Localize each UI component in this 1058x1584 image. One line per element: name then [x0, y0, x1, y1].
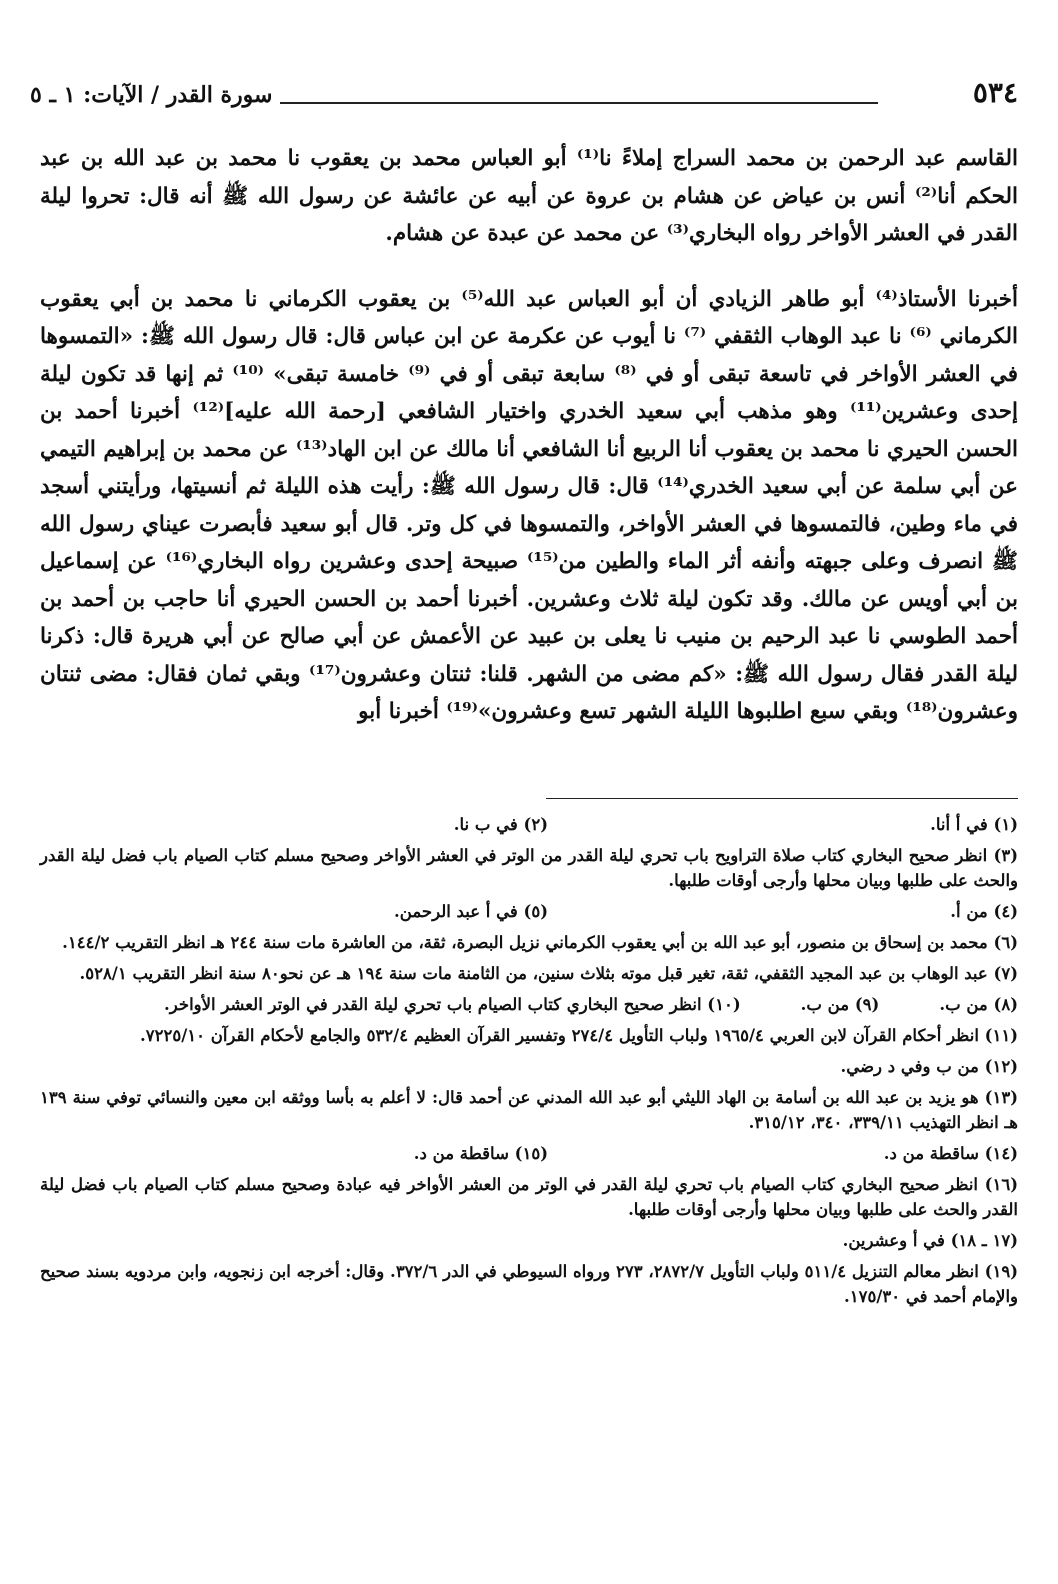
footnote: (٨) من ب. [939, 995, 1018, 1014]
footnote: (٩) من ب. [800, 995, 880, 1014]
footnote: (١٢) من ب وفي د رضي. [840, 1057, 1018, 1076]
footnote: (٢) في ب نا. [453, 815, 548, 834]
footnote-row [40, 812, 1018, 837]
footnote: (٧) عبد الوهاب بن عبد المجيد الثقفي، ثقة، تغير قبل موته بثلاث سنين، من الثامنة مات سنة ١٩٤ هـ عن نحو٨٠ سنة انظر التقريب ٥٢٨/١. [79, 964, 1018, 983]
running-title: سورة القدر / الآيات: ١ ـ ٥ [30, 82, 273, 108]
footnote-row [40, 992, 1018, 1017]
footnote: (١٣) هو يزيد بن عبد الله بن أسامة بن الهاد الليثي أبو عبد الله المدني عن أحمد قال: لا أعلم به بأسا ووثقه ابن معين والنسائي توفي سنة ١٣٩ هـ انظر التهذيب ٣٣٩/١١، ٣٤٠، ٣١٥/١٢. [40, 1088, 1018, 1132]
page-header [30, 72, 1018, 112]
footnote: (٥) في أ عبد الرحمن. [394, 902, 548, 921]
footnote: (١٩) انظر معالم التنزيل ٥١١/٤ ولباب التأويل ٢٨٧٢/٧، ٢٧٣ ورواه السيوطي في الدر ٣٧٢/٦. وقال: أخرجه ابن زنجويه، وابن مردويه بسند صحيح والإمام أحمد في ١٧٥/٣٠. [40, 1262, 1019, 1306]
footnote-row [40, 1141, 1018, 1166]
footnote-row [40, 899, 1018, 924]
footnote: (٦) محمد بن إسحاق بن منصور، أبو عبد الله بن أبي يعقوب الكرماني نزيل البصرة، ثقة، من العاشرة مات سنة ٢٤٤ هـ انظر التقريب ١٤٤/٢. [62, 933, 1018, 952]
footnote: (٤) من أ. [950, 902, 1018, 921]
page-number: ٥٣٤ [972, 76, 1018, 109]
paragraph: أخبرنا الأستاذ⁽⁴⁾ أبو طاهر الزيادي أن أبو العباس عبد الله⁽⁵⁾ بن يعقوب الكرماني نا محمد بن أبي يعقوب الكرماني ⁽⁶⁾ نا عبد الوهاب الثقفي ⁽⁷⁾ نا أيوب عن عكرمة عن ابن عباس قال: قال رسول الله ﷺ: «التمسوها في العشر الأواخر في تاسعة تبقى أو في ⁽⁸⁾ سابعة تبقى أو في ⁽⁹⁾ خامسة تبقى» ⁽¹⁰⁾ ثم إنها قد تكون ليلة إحدى وعشرين⁽¹¹⁾ وهو مذهب أبي سعيد الخدري واختيار الشافعي [رحمة الله عليه]⁽¹²⁾ أخبرنا أحمد بن الحسن الحيري نا محمد بن يعقوب أنا الربيع أنا الشافعي أنا مالك عن ابن الهاد⁽¹³⁾ عن محمد بن إبراهيم التيمي عن أبي سلمة عن أبي سعيد الخدري⁽¹⁴⁾ قال: قال رسول الله ﷺ: رأيت هذه الليلة ثم أنسيتها، ورأيتني أسجد في ماء وطين، فالتمسوها في العشر الأواخر، والتمسوها في كل وتر. قال أبو سعيد فأبصرت عيناي رسول الله ﷺ انصرف وعلى جبهته وأنفه أثر الماء والطين من⁽¹⁵⁾ صبيحة إحدى وعشرين رواه البخاري⁽¹⁶⁾ عن إسماعيل بن أبي أويس عن مالك. وقد تكون ليلة ثلاث وعشرين. أخبرنا أحمد بن الحسن الحيري أنا حاجب بن أحمد بن أحمد الطوسي نا عبد الرحيم بن منيب نا يعلى بن عبيد عن الأعمش عن أبي صالح عن أبي هريرة قال: ذكرنا ليلة القدر فقال رسول الله ﷺ: «كم مضى من الشهر. قلنا: ثنتان وعشرون⁽¹⁷⁾ وبقي ثمان فقال: مضى ثنتان وعشرون⁽¹⁸⁾ وبقي سبع اطلبوها الليلة الشهر تسع وعشرون»⁽¹⁹⁾ أخبرنا أبو [40, 286, 1019, 724]
footnotes [40, 812, 1018, 1315]
footnote: (١٧ ـ ١٨) في أ وعشرين. [842, 1231, 1018, 1250]
footnote: (١٠) انظر صحيح البخاري كتاب الصيام باب تحري ليلة القدر في الوتر العشر الأواخر. [164, 995, 741, 1014]
main-text [40, 140, 1018, 731]
footnote-separator [546, 798, 1018, 799]
footnote: (١٥) ساقطة من د. [413, 1144, 548, 1163]
footnote: (١٤) ساقطة من د. [883, 1144, 1018, 1163]
footnote: (٣) انظر صحيح البخاري كتاب صلاة التراويح باب تحري ليلة القدر من الوتر في العشر الأواخر وصحيح مسلم كتاب الصيام باب فضل ليلة القدر والحث على طلبها وبيان محلها وأرجى أوقات طلبها. [40, 846, 1018, 890]
footnote: (١٦) انظر صحيح البخاري كتاب الصيام باب تحري ليلة القدر في الوتر من العشر الأواخر فيه عبادة وصحيح مسلم كتاب الصيام باب فضل ليلة القدر والحث على طلبها وبيان محلها وأرجى أوقات طلبها. [40, 1175, 1018, 1219]
paragraph: القاسم عبد الرحمن بن محمد السراج إملاءً نا⁽¹⁾ أبو العباس محمد بن يعقوب نا محمد بن عبد الله بن عبد الحكم أنا⁽²⁾ أنس بن عياض عن هشام بن عروة عن أبيه عن عائشة عن رسول الله ﷺ أنه قال: تحروا ليلة القدر في العشر الأواخر رواه البخاري⁽³⁾ عن محمد عن عبدة عن هشام. [40, 146, 1018, 246]
footnote: (١) في أ أنا. [930, 815, 1018, 834]
footnote: (١١) انظر أحكام القرآن لابن العربي ١٩٦٥/٤ ولباب التأويل ٢٧٤/٤ وتفسير القرآن العظيم ٥٣٢/٤ والجامع لأحكام القرآن ٧٢٢٥/١٠. [140, 1026, 1018, 1045]
header-rule [280, 102, 878, 104]
